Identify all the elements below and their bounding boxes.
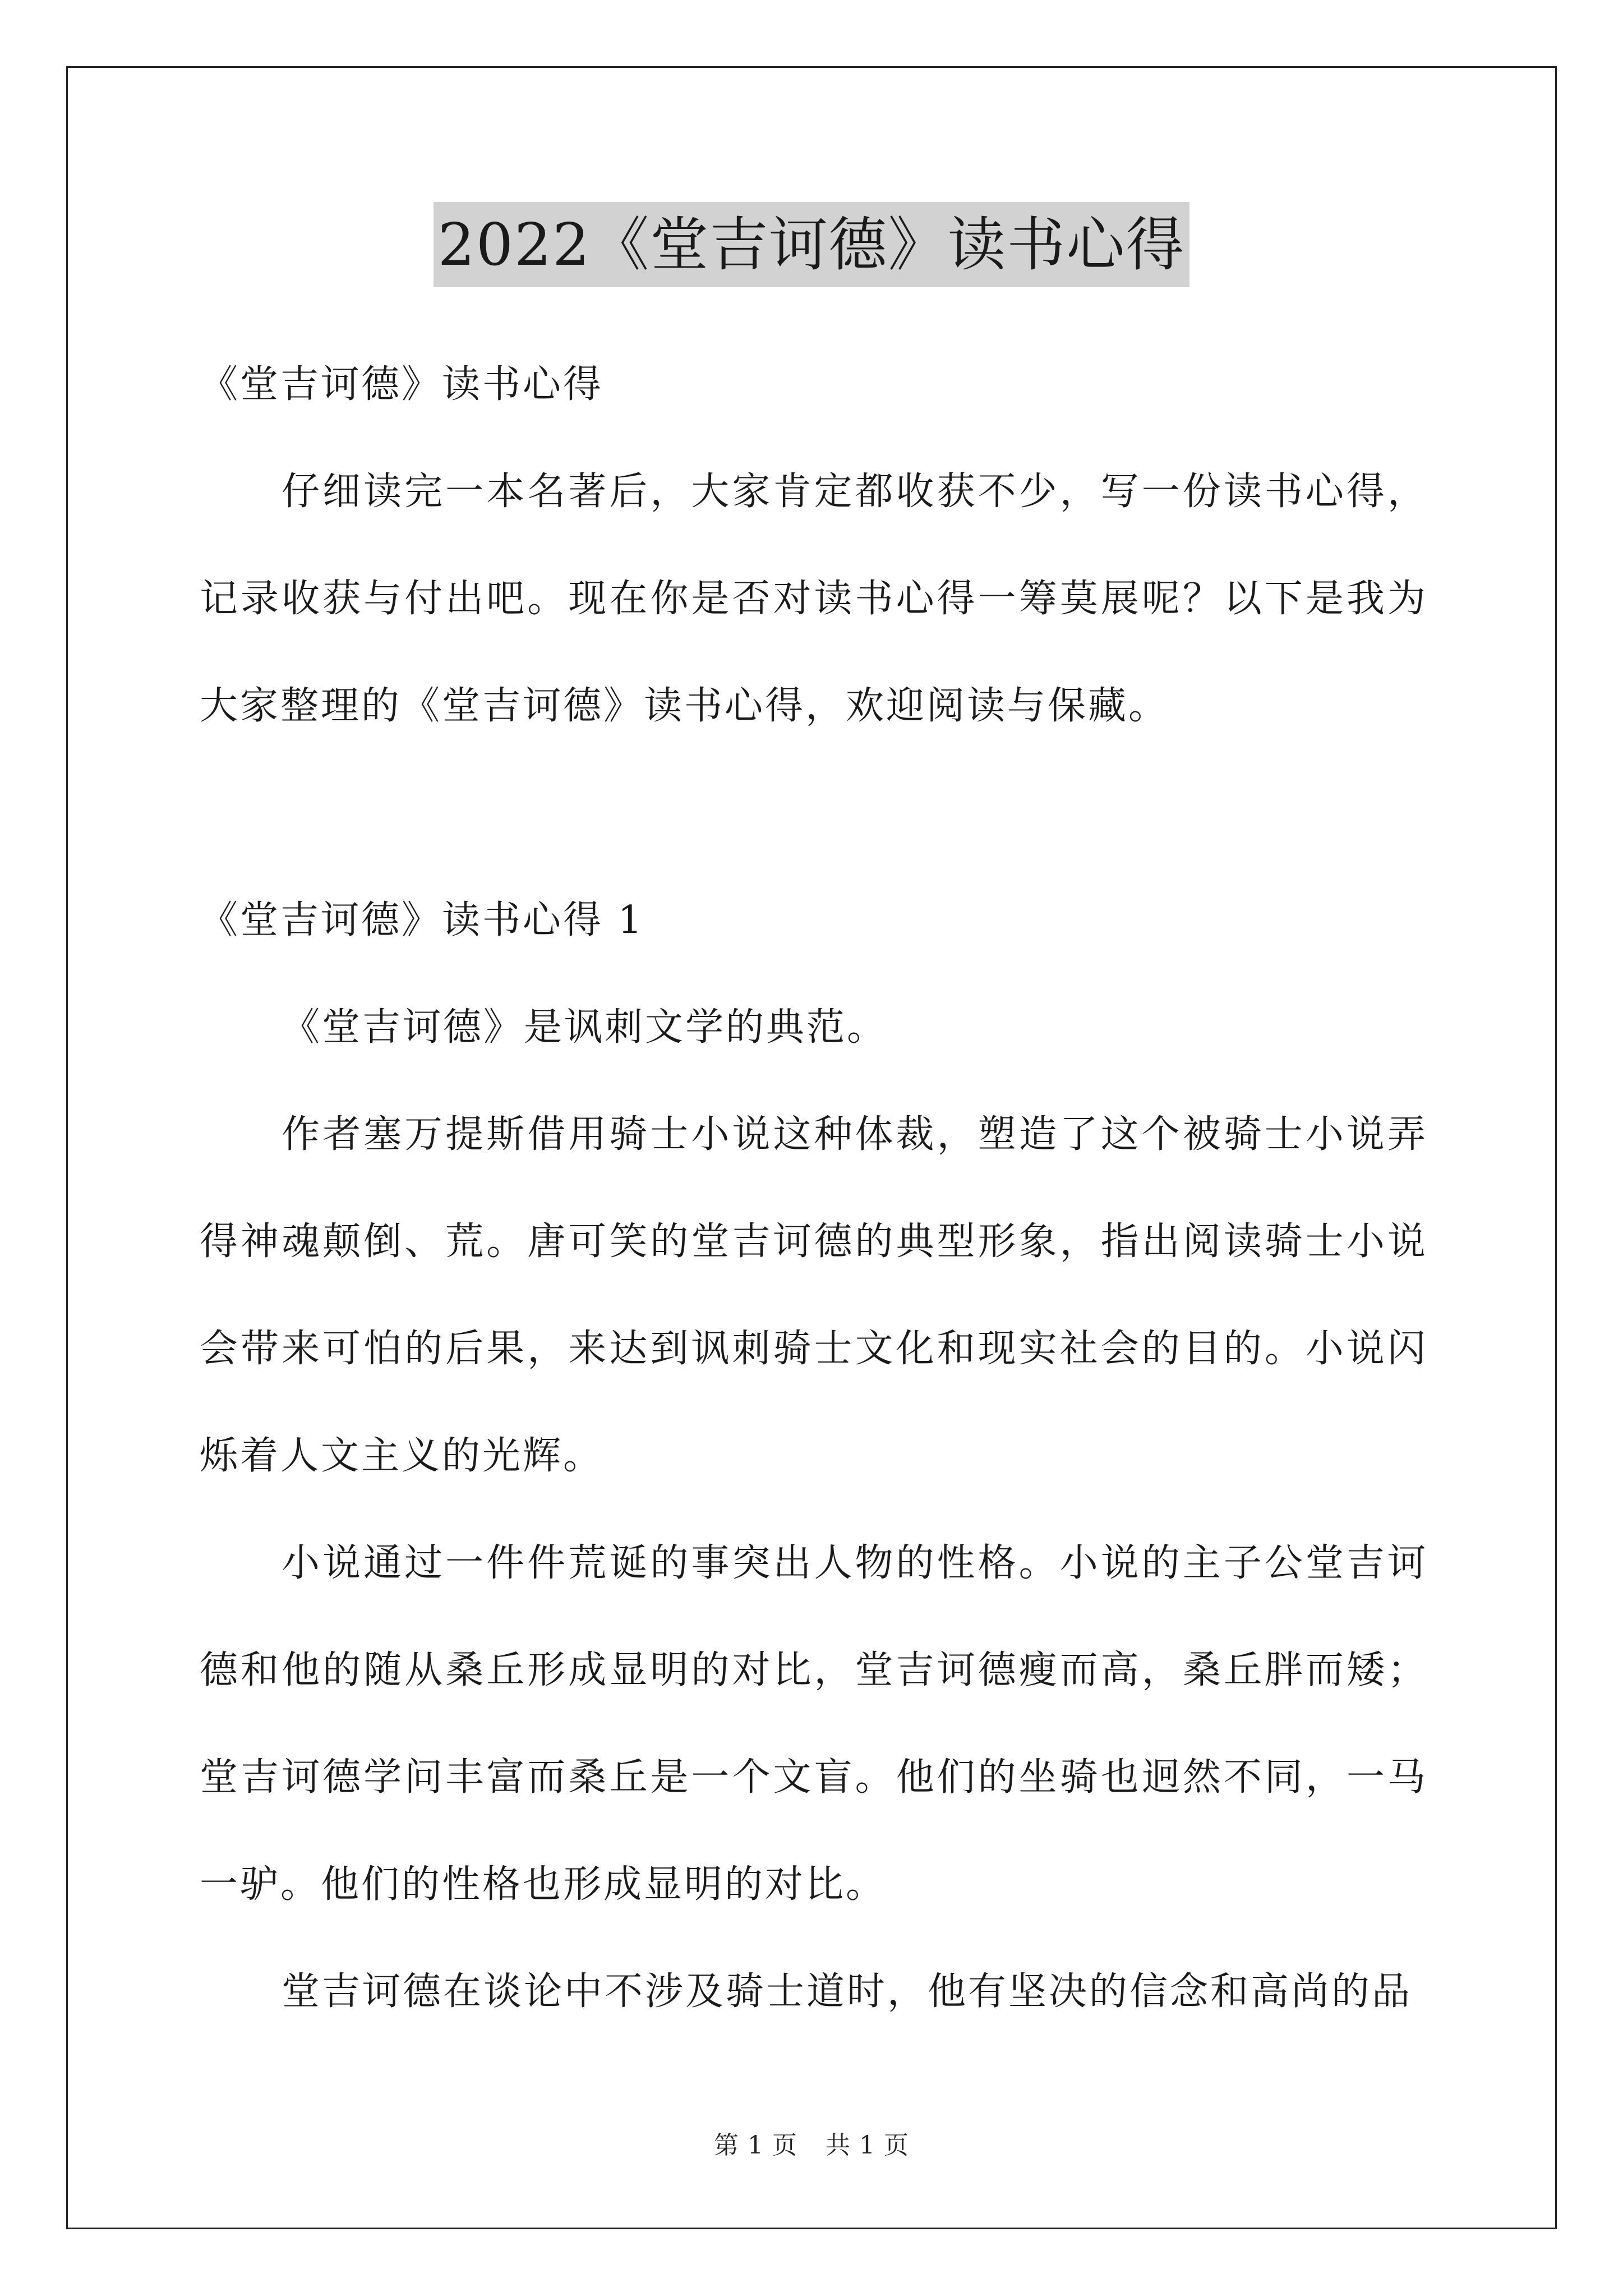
body-paragraph: 作者塞万提斯借用骑士小说这种体裁，塑造了这个被骑士小说弄得神魂颠倒、荒。唐可笑的堂吉诃德的典型形象，指出阅读骑士小说会带来可怕的后果，来达到讽刺骑士文化和现实社会的目的。小说闪烁着人文主义的光辉。 — [200, 1112, 1428, 1478]
section-heading: 《堂吉诃德》读书心得 1 — [200, 898, 644, 942]
body-paragraph: 小说通过一件件荒诞的事突出人物的性格。小说的主子公堂吉诃德和他的随从桑丘形成显明的对比，堂吉诃德瘦而高，桑丘胖而矮；堂吉诃德学问丰富而桑丘是一个文盲。他们的坐骑也迥然不同，一马一驴。他们的性格也形成显明的对比。 — [200, 1541, 1428, 1907]
body-paragraph: 《堂吉诃德》是讽刺文学的典范。 — [282, 1005, 888, 1050]
document-body — [200, 331, 1428, 2045]
section-spacer — [200, 760, 1428, 867]
intro-paragraph: 仔细读完一本名著后，大家肯定都收获不少，写一份读书心得，记录收获与付出吧。现在你是否对读书心得一筹莫展呢？以下是我为大家整理的《堂吉诃德》读书心得，欢迎阅读与保藏。 — [200, 470, 1428, 728]
page-number: 第 1 页 — [714, 2131, 797, 2160]
page-footer — [0, 2129, 1623, 2162]
body-paragraph: 堂吉诃德在谈论中不涉及骑士道时，他有坚决的信念和高尚的品 — [282, 1970, 1413, 2014]
document-subtitle: 《堂吉诃德》读书心得 — [200, 362, 604, 407]
page-total: 共 1 页 — [826, 2131, 909, 2160]
document-title-text: 2022《堂吉诃德》读书心得 — [434, 202, 1190, 287]
document-title — [0, 202, 1623, 287]
